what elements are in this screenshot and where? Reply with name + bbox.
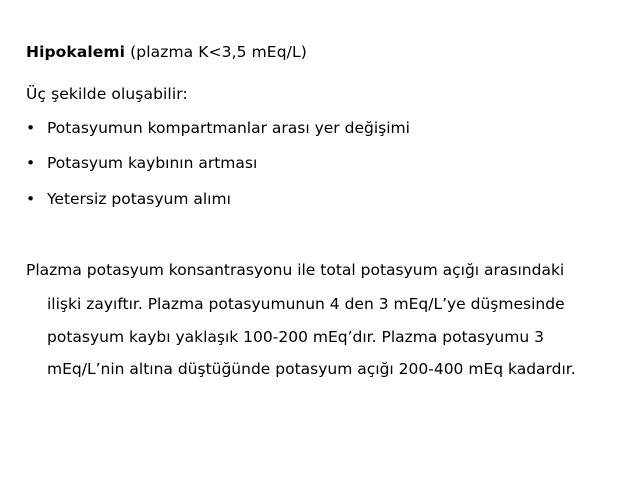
bullet-marker: • xyxy=(26,190,36,208)
paragraph-line-1: Plazma potasyum konsantrasyonu ile total potasyum açığı arasındaki xyxy=(26,261,565,279)
paragraph-line-3: potasyum kaybı yaklaşık 100-200 mEq’dır. Plazma potasyumu 3 xyxy=(47,328,544,346)
bullet-item-increased-loss: Potasyum kaybının artması xyxy=(47,154,258,172)
heading-term: Hipokalemi xyxy=(26,43,126,61)
paragraph-line-2: ilişki zayıftır. Plazma potasyumunun 4 den 3 mEq/L’ye düşmesinde xyxy=(47,295,565,313)
bullet-item-insufficient-intake: Yetersiz potasyum alımı xyxy=(47,190,231,208)
bullet-marker: • xyxy=(26,154,36,172)
bullet-marker: • xyxy=(26,119,36,137)
heading-line xyxy=(26,42,307,62)
heading-definition: (plazma K<3,5 mEq/L) xyxy=(125,43,307,61)
paragraph-line-4: mEq/L’nin altına düştüğünde potasyum açığı 200-400 mEq kadardır. xyxy=(47,360,576,378)
bullet-item-compartment-shift: Potasyumun kompartmanlar arası yer değişimi xyxy=(47,119,410,137)
intro-text: Üç şekilde oluşabilir: xyxy=(26,85,188,103)
